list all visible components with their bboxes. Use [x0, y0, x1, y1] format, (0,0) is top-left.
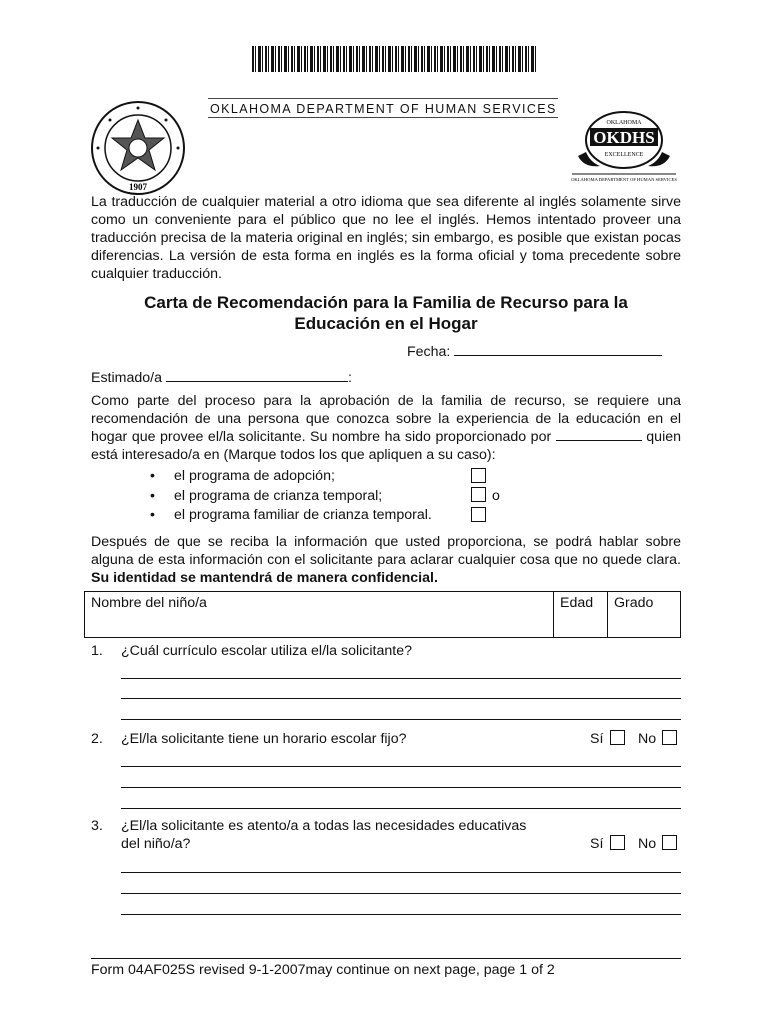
letter-title	[91, 292, 681, 334]
intro-end-text: quien está interesado/a en (Marque todos los que apliquen a su caso):	[91, 429, 682, 463]
title-line-2: Educación en el Hogar	[294, 314, 478, 333]
answer-line[interactable]	[121, 766, 681, 767]
estimado-colon: :	[347, 370, 352, 386]
child-age-header: Edad	[560, 595, 594, 611]
intro-paragraph	[91, 392, 681, 464]
child-name-cell[interactable]	[85, 592, 554, 638]
answer-line[interactable]	[121, 914, 681, 915]
question-number: 3.	[91, 818, 103, 834]
q3-yes-checkbox[interactable]	[610, 835, 625, 850]
fecha-row	[407, 341, 662, 360]
answer-line[interactable]	[121, 787, 681, 788]
child-grade-cell[interactable]	[608, 592, 681, 638]
answer-line[interactable]	[121, 719, 681, 720]
child-name-header: Nombre del niño/a	[91, 595, 207, 611]
answer-line[interactable]	[121, 678, 681, 679]
confidentiality-paragraph	[91, 533, 681, 587]
svg-text:OKDHS: OKDHS	[593, 128, 655, 147]
form-footer: Form 04AF025S revised 9-1-2007may continue on next page, page 1 of 2	[91, 958, 681, 978]
question-text: ¿Cuál currículo escolar utiliza el/la solicitante?	[121, 643, 412, 659]
answer-line[interactable]	[121, 808, 681, 809]
question-number: 1.	[91, 643, 103, 659]
question-text-continued: del niño/a?	[121, 836, 191, 852]
child-info-table	[84, 591, 681, 638]
child-age-cell[interactable]	[554, 592, 608, 638]
program-item: • el programa familiar de crianza temporal.	[150, 507, 432, 523]
svg-text:OKLAHOMA: OKLAHOMA	[606, 120, 642, 126]
program-label: el programa familiar de crianza temporal.	[174, 507, 432, 523]
state-seal	[90, 100, 186, 196]
child-grade-header: Grado	[614, 595, 654, 611]
answer-line[interactable]	[121, 893, 681, 894]
fecha-field[interactable]	[454, 341, 662, 356]
program-or-text: o	[492, 488, 500, 504]
confidential-notice: Su identidad se mantendrá de manera confidencial.	[91, 570, 438, 586]
svg-text:1907: 1907	[129, 182, 147, 192]
translation-disclaimer: La traducción de cualquier material a otro idioma que sea diferente al inglés solamente sirve como un conveniente para el público que no lee el inglés. Hemos intentado proveer una traducción precisa de la materia original en inglés; sin embargo, es posible que existan pocas diferencias. La versión de esta forma en inglés es la forma oficial y toma precedente sobre cualquier traducción.	[91, 194, 681, 282]
program-adoption-checkbox[interactable]	[471, 468, 486, 483]
answer-line[interactable]	[121, 872, 681, 873]
answer-line[interactable]	[121, 698, 681, 699]
after-text: Después de que se reciba la información que usted proporciona, se podrá hablar sobre alguna de esta información con el solicitante para aclarar cualquier cosa que no quede clara.	[91, 534, 681, 568]
intro-text: Como parte del proceso para la aprobación de la familia de recurso, se requiere una recomendación de una persona que conozca sobre la experiencia de la educación en el hogar que provee el/la solicitante. Su nombre ha sido proporcionado por	[91, 393, 681, 445]
question-text: ¿El/la solicitante tiene un horario escolar fijo?	[121, 731, 407, 747]
no-label: No	[638, 836, 657, 852]
program-item: • el programa de adopción;	[150, 468, 335, 484]
question-text: ¿El/la solicitante es atento/a a todas las necesidades educativas	[121, 818, 527, 834]
title-line-1: Carta de Recomendación para la Familia de Recurso para la	[144, 293, 628, 312]
program-label: el programa de adopción;	[174, 468, 335, 484]
q3-no-checkbox[interactable]	[662, 835, 677, 850]
yes-label: Sí	[590, 836, 604, 852]
no-label: No	[638, 731, 657, 747]
referrer-field[interactable]	[556, 428, 642, 441]
okdhs-logo	[570, 108, 678, 184]
estimado-label: Estimado/a	[91, 370, 162, 386]
svg-text:OKLAHOMA DEPARTMENT OF HUMAN S: OKLAHOMA DEPARTMENT OF HUMAN SERVICES	[571, 177, 677, 182]
q2-yes-checkbox[interactable]	[610, 730, 625, 745]
program-item: • el programa de crianza temporal;	[150, 488, 383, 504]
fecha-label: Fecha:	[407, 344, 451, 360]
program-label: el programa de crianza temporal;	[174, 488, 383, 504]
svg-text:EXCELLENCE: EXCELLENCE	[604, 152, 644, 158]
q2-no-checkbox[interactable]	[662, 730, 677, 745]
department-name: OKLAHOMA DEPARTMENT OF HUMAN SERVICES	[208, 98, 558, 118]
yes-label: Sí	[590, 731, 604, 747]
estimado-field[interactable]	[166, 367, 348, 382]
program-kinship-checkbox[interactable]	[471, 507, 486, 522]
estimado-row	[91, 367, 352, 386]
program-foster-checkbox[interactable]	[471, 487, 486, 502]
question-number: 2.	[91, 731, 103, 747]
barcode	[252, 46, 538, 72]
